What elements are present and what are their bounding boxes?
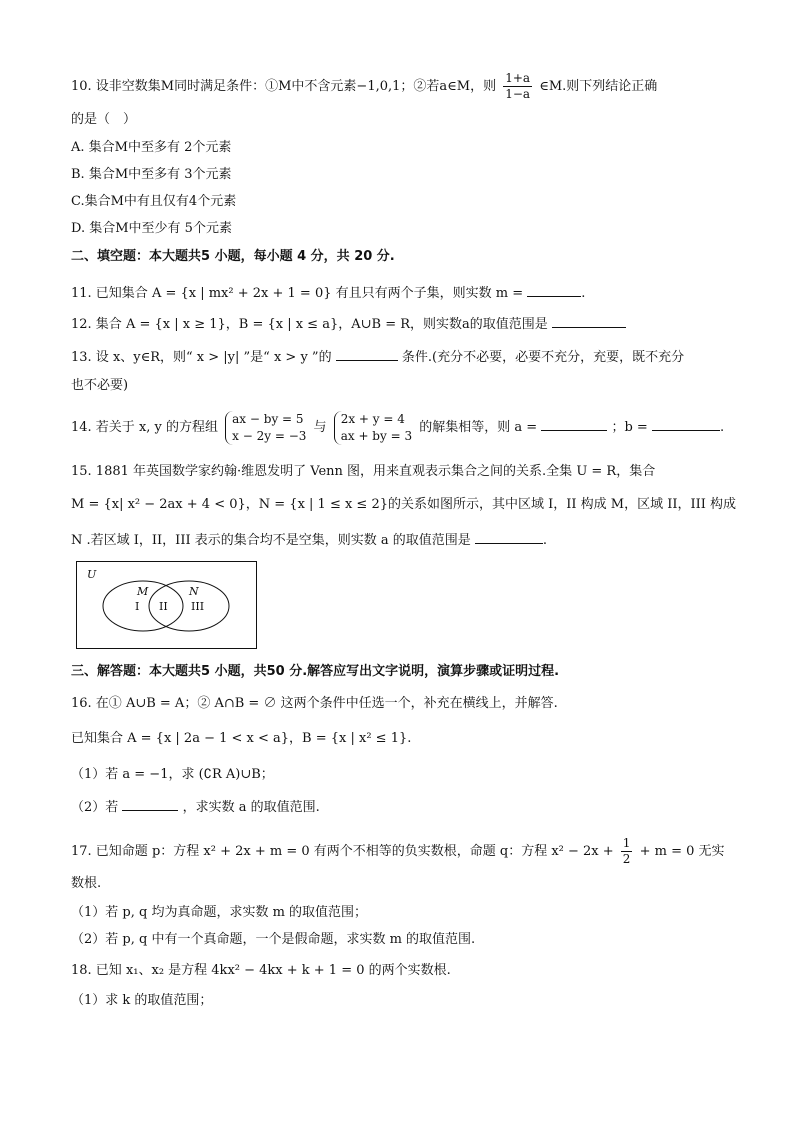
q13-line2: 也不必要) <box>71 378 129 393</box>
q15-answer-blank[interactable] <box>475 530 543 544</box>
q11-period: . <box>581 286 586 301</box>
q14-system-1-eq1: ax − by = 5 <box>232 411 304 426</box>
venn-label-m: M <box>137 585 149 598</box>
section-heading-fill-blank: 二、填空题：本大题共5 小题，每小题 4 分，共 20 分. <box>71 249 395 264</box>
venn-region-ii: II <box>159 600 168 613</box>
q17-line1 <box>71 836 725 867</box>
q11-answer-blank[interactable] <box>527 283 581 297</box>
q18-line1: 18. 已知 x₁、x₂ 是方程 4kx² − 4kx + k + 1 = 0 的两个实数根. <box>71 963 451 978</box>
q10-text-a: 10. 设非空数集M同时满足条件：①M中不含元素−1,0,1；②若a∈M，则 <box>71 79 497 94</box>
q16-part2-text-a: （2）若 <box>71 800 119 815</box>
q16-part1: （1）若 a = −1，求 (∁R A)∪B； <box>71 767 274 782</box>
q17-text-b: + m = 0 无实 <box>639 844 725 859</box>
q12-line <box>71 314 626 334</box>
q14-text-d: . <box>719 420 725 435</box>
q11-text: 11. 已知集合 A = {x | mx² + 2x + 1 = 0} 有且只有两个子集，则实数 m = <box>71 286 524 301</box>
q11-line <box>71 283 585 303</box>
venn-region-iii: III <box>191 600 205 613</box>
q17-part2: （2）若 p, q 中有一个真命题，一个是假命题，求实数 m 的取值范围. <box>71 932 476 947</box>
q17-frac-den: 2 <box>622 852 631 866</box>
q15-period: . <box>542 533 548 548</box>
q17-text-a: 17. 已知命题 p：方程 x² + 2x + m = 0 有两个不相等的负实数根，命题 q：方程 x² − 2x + <box>71 844 614 859</box>
q10-option-c: C.集合M中有且仅有4个元素 <box>71 194 237 209</box>
q14-text-b: 的解集相等，则 a = <box>419 420 538 435</box>
q17-line2: 数根. <box>71 876 102 891</box>
q15-line2: M = {x| x² − 2ax + 4 < 0}，N = {x | 1 ≤ x ≤ 2}的关系如图所示，其中区域 I，II 构成 M，区域 II，III 构成 <box>71 497 737 512</box>
q14-system-2 <box>334 411 412 445</box>
venn-label-u: U <box>87 568 97 581</box>
q13-text-a: 13. 设 x、y∈R，则“ x > |y| ”是“ x > y ”的 <box>71 350 332 365</box>
q10-line2: 的是（ ） <box>71 112 137 127</box>
q15-text-a: N .若区域 I，II，III 表示的集合均不是空集，则实数 a 的取值范围是 <box>71 533 471 548</box>
q10-option-d: D. 集合M中至少有 5个元素 <box>71 221 232 236</box>
q16-condition-blank[interactable] <box>122 797 178 811</box>
q17-fraction <box>621 836 633 867</box>
q16-line2: 已知集合 A = {x | 2a − 1 < x < a}，B = {x | x² ≤ 1}. <box>71 731 412 746</box>
venn-diagram <box>76 561 257 649</box>
q16-part2-text-b: ，求实数 a 的取值范围. <box>182 800 320 815</box>
q10-text-b: ∈M.则下列结论正确 <box>539 79 658 94</box>
q10-fraction <box>503 71 532 102</box>
q10-option-a: A. 集合M中至多有 2个元素 <box>71 140 232 155</box>
q14-answer-a-blank[interactable] <box>541 417 607 431</box>
q17-frac-num: 1 <box>622 836 631 850</box>
q12-answer-blank[interactable] <box>552 314 626 328</box>
q14-line <box>71 408 724 448</box>
q13-answer-blank[interactable] <box>336 347 398 361</box>
q14-text-mid: 与 <box>313 420 327 435</box>
q15-line3 <box>71 530 547 550</box>
q14-text-a: 14. 若关于 x, y 的方程组 <box>71 420 219 435</box>
q14-system-1 <box>225 411 306 445</box>
q14-text-c: ；b = <box>611 420 648 435</box>
q17-part1: （1）若 p, q 均为真命题，求实数 m 的取值范围； <box>71 905 368 920</box>
q18-part1: （1）求 k 的取值范围； <box>71 993 213 1008</box>
q14-system-1-eq2: x − 2y = −3 <box>232 428 307 443</box>
venn-region-i: I <box>135 600 140 613</box>
q12-text: 12. 集合 A = {x | x ≥ 1}，B = {x | x ≤ a}，A∪B = R，则实数a的取值范围是 <box>71 317 548 332</box>
q10-line1 <box>71 71 657 102</box>
q14-system-2-eq1: 2x + y = 4 <box>340 411 405 426</box>
venn-label-n: N <box>189 585 199 598</box>
q15-line1: 15. 1881 年英国数学家约翰·维恩发明了 Venn 图，用来直观表示集合之间的关系.全集 U = R，集合 <box>71 464 656 479</box>
q10-frac-num: 1+a <box>505 71 531 85</box>
q16-part2 <box>71 797 320 817</box>
q13-text-b: 条件.(充分不必要，必要不充分，充要，既不充分 <box>401 350 685 365</box>
q13-line1 <box>71 347 684 367</box>
q16-line1: 16. 在① A∪B = A；② A∩B = ∅ 这两个条件中任选一个，补充在横线上，并解答. <box>71 696 558 711</box>
q10-option-b: B. 集合M中至多有 3个元素 <box>71 167 232 182</box>
q10-frac-den: 1−a <box>505 87 531 101</box>
section-heading-solutions: 三、解答题：本大题共5 小题，共50 分.解答应写出文字说明，演算步骤或证明过程. <box>71 664 560 679</box>
q14-answer-b-blank[interactable] <box>652 417 720 431</box>
q14-system-2-eq2: ax + by = 3 <box>340 428 413 443</box>
